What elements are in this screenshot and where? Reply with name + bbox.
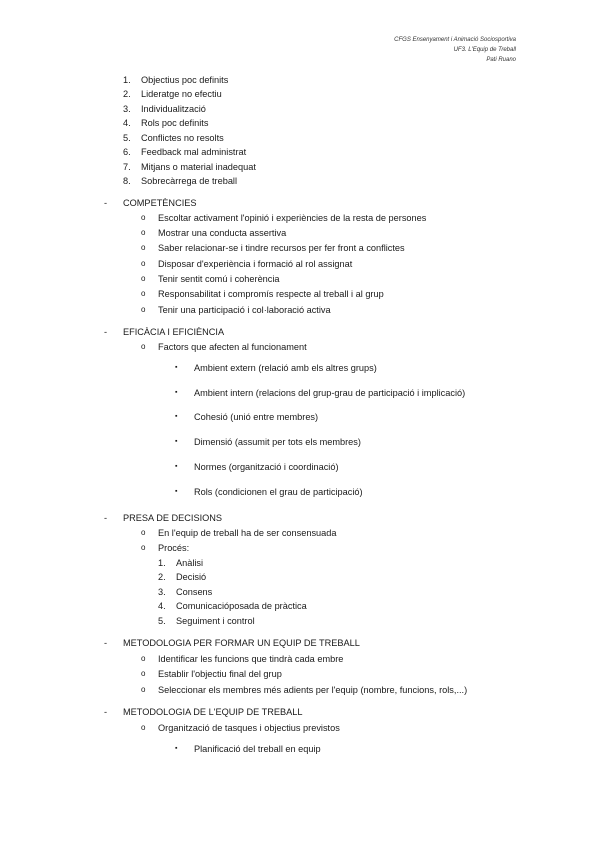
list-item: Tenir una participació i col·laboració activa [158,305,331,315]
circle-bullet: o [141,213,146,222]
square-bullet: ▪ [175,488,178,495]
dash-bullet: - [104,513,108,523]
circle-bullet: o [141,528,146,537]
header-course: CFGS Ensenyament i Animació Sociosportiva [394,37,516,43]
list-item: Conflictes no resolts [141,133,224,143]
square-bullet: ▪ [175,413,178,420]
list-item: Cohesió (unió entre membres) [194,412,319,422]
list-number: 5. [158,616,166,626]
list-item: Mitjans o material inadequat [141,162,256,172]
list-number: 5. [123,133,131,143]
list-item: Comunicacióposada de pràctica [176,601,307,611]
circle-bullet: o [141,274,146,283]
section-title: EFICÀCIA I EFICIÈNCIA [123,327,225,337]
list-item: Normes (organització i coordinació) [194,462,339,472]
list-number: 2. [123,89,131,99]
list-number: 4. [158,601,166,611]
circle-bullet: o [141,669,146,678]
list-item: Consens [176,587,213,597]
list-number: 3. [158,587,166,597]
circle-bullet: o [141,654,146,663]
list-item: Rols poc definits [141,118,209,128]
section-title: METODOLOGIA DE L'EQUIP DE TREBALL [123,707,303,717]
list-item: Establir l'objectiu final del grup [158,669,282,679]
list-item: Saber relacionar-se i tindre recursos per fer front a conflictes [158,243,405,253]
list-item: Seleccionar els membres més adients per l'equip (nombre, funcions, rols,...) [158,685,468,695]
section-title: COMPETÈNCIES [123,198,197,208]
list-item: Decisió [176,572,207,582]
square-bullet: ▪ [175,463,178,470]
list-item: Escoltar activament l'opinió i experiències de la resta de persones [158,213,427,223]
list-item: Mostrar una conducta assertiva [158,228,287,238]
list-item: Anàlisi [176,558,204,568]
section-title: PRESA DE DECISIONS [123,513,223,523]
page-header [394,35,516,65]
list-item: Identificar les funcions que tindrà cada embre [158,654,344,664]
list-number: 6. [123,147,131,157]
list-item: Procés: [158,543,190,553]
circle-bullet: o [141,342,146,351]
circle-bullet: o [141,305,146,314]
list-item: Lideratge no efectiu [141,89,222,99]
list-item: Individualització [141,104,206,114]
list-item: Responsabilitat i compromís respecte al treball i al grup [158,289,384,299]
circle-bullet: o [141,228,146,237]
list-item: Disposar d'experiència i formació al rol assignat [158,259,353,269]
list-item: Ambient intern (relacions del grup-grau de participació i implicació) [194,388,466,398]
square-bullet: ▪ [175,745,178,752]
list-item: Ambient extern (relació amb els altres grups) [194,363,377,373]
dash-bullet: - [104,638,108,648]
list-item: Organització de tasques i objectius previstos [158,723,340,733]
square-bullet: ▪ [175,438,178,445]
circle-bullet: o [141,243,146,252]
header-author: Pati Ruano [486,57,516,63]
square-bullet: ▪ [175,364,178,371]
dash-bullet: - [104,707,108,717]
dash-bullet: - [104,198,108,208]
list-number: 4. [123,118,131,128]
list-item: Rols (condicionen el grau de participació) [194,487,363,497]
list-number: 2. [158,572,166,582]
header-unit: UF3. L'Equip de Treball [453,47,516,53]
square-bullet: ▪ [175,389,178,396]
list-item: Dimensió (assumit per tots els membres) [194,437,361,447]
circle-bullet: o [141,685,146,694]
list-number: 1. [123,75,131,85]
circle-bullet: o [141,289,146,298]
circle-bullet: o [141,259,146,268]
list-item: Planificació del treball en equip [194,744,321,754]
list-item: Sobrecàrrega de treball [141,176,238,186]
circle-bullet: o [141,543,146,552]
circle-bullet: o [141,723,146,732]
list-item: Tenir sentit comú i coherència [158,274,280,284]
list-item: En l'equip de treball ha de ser consensuada [158,528,337,538]
dash-bullet: - [104,327,108,337]
list-number: 3. [123,104,131,114]
section-title: METODOLOGIA PER FORMAR UN EQUIP DE TREBALL [123,638,360,648]
list-item: Factors que afecten al funcionament [158,342,307,352]
list-number: 7. [123,162,131,172]
list-item: Objectius poc definits [141,75,229,85]
list-item: Feedback mal administrat [141,147,247,157]
list-item: Seguiment i control [176,616,255,626]
list-number: 1. [158,558,166,568]
list-number: 8. [123,176,131,186]
